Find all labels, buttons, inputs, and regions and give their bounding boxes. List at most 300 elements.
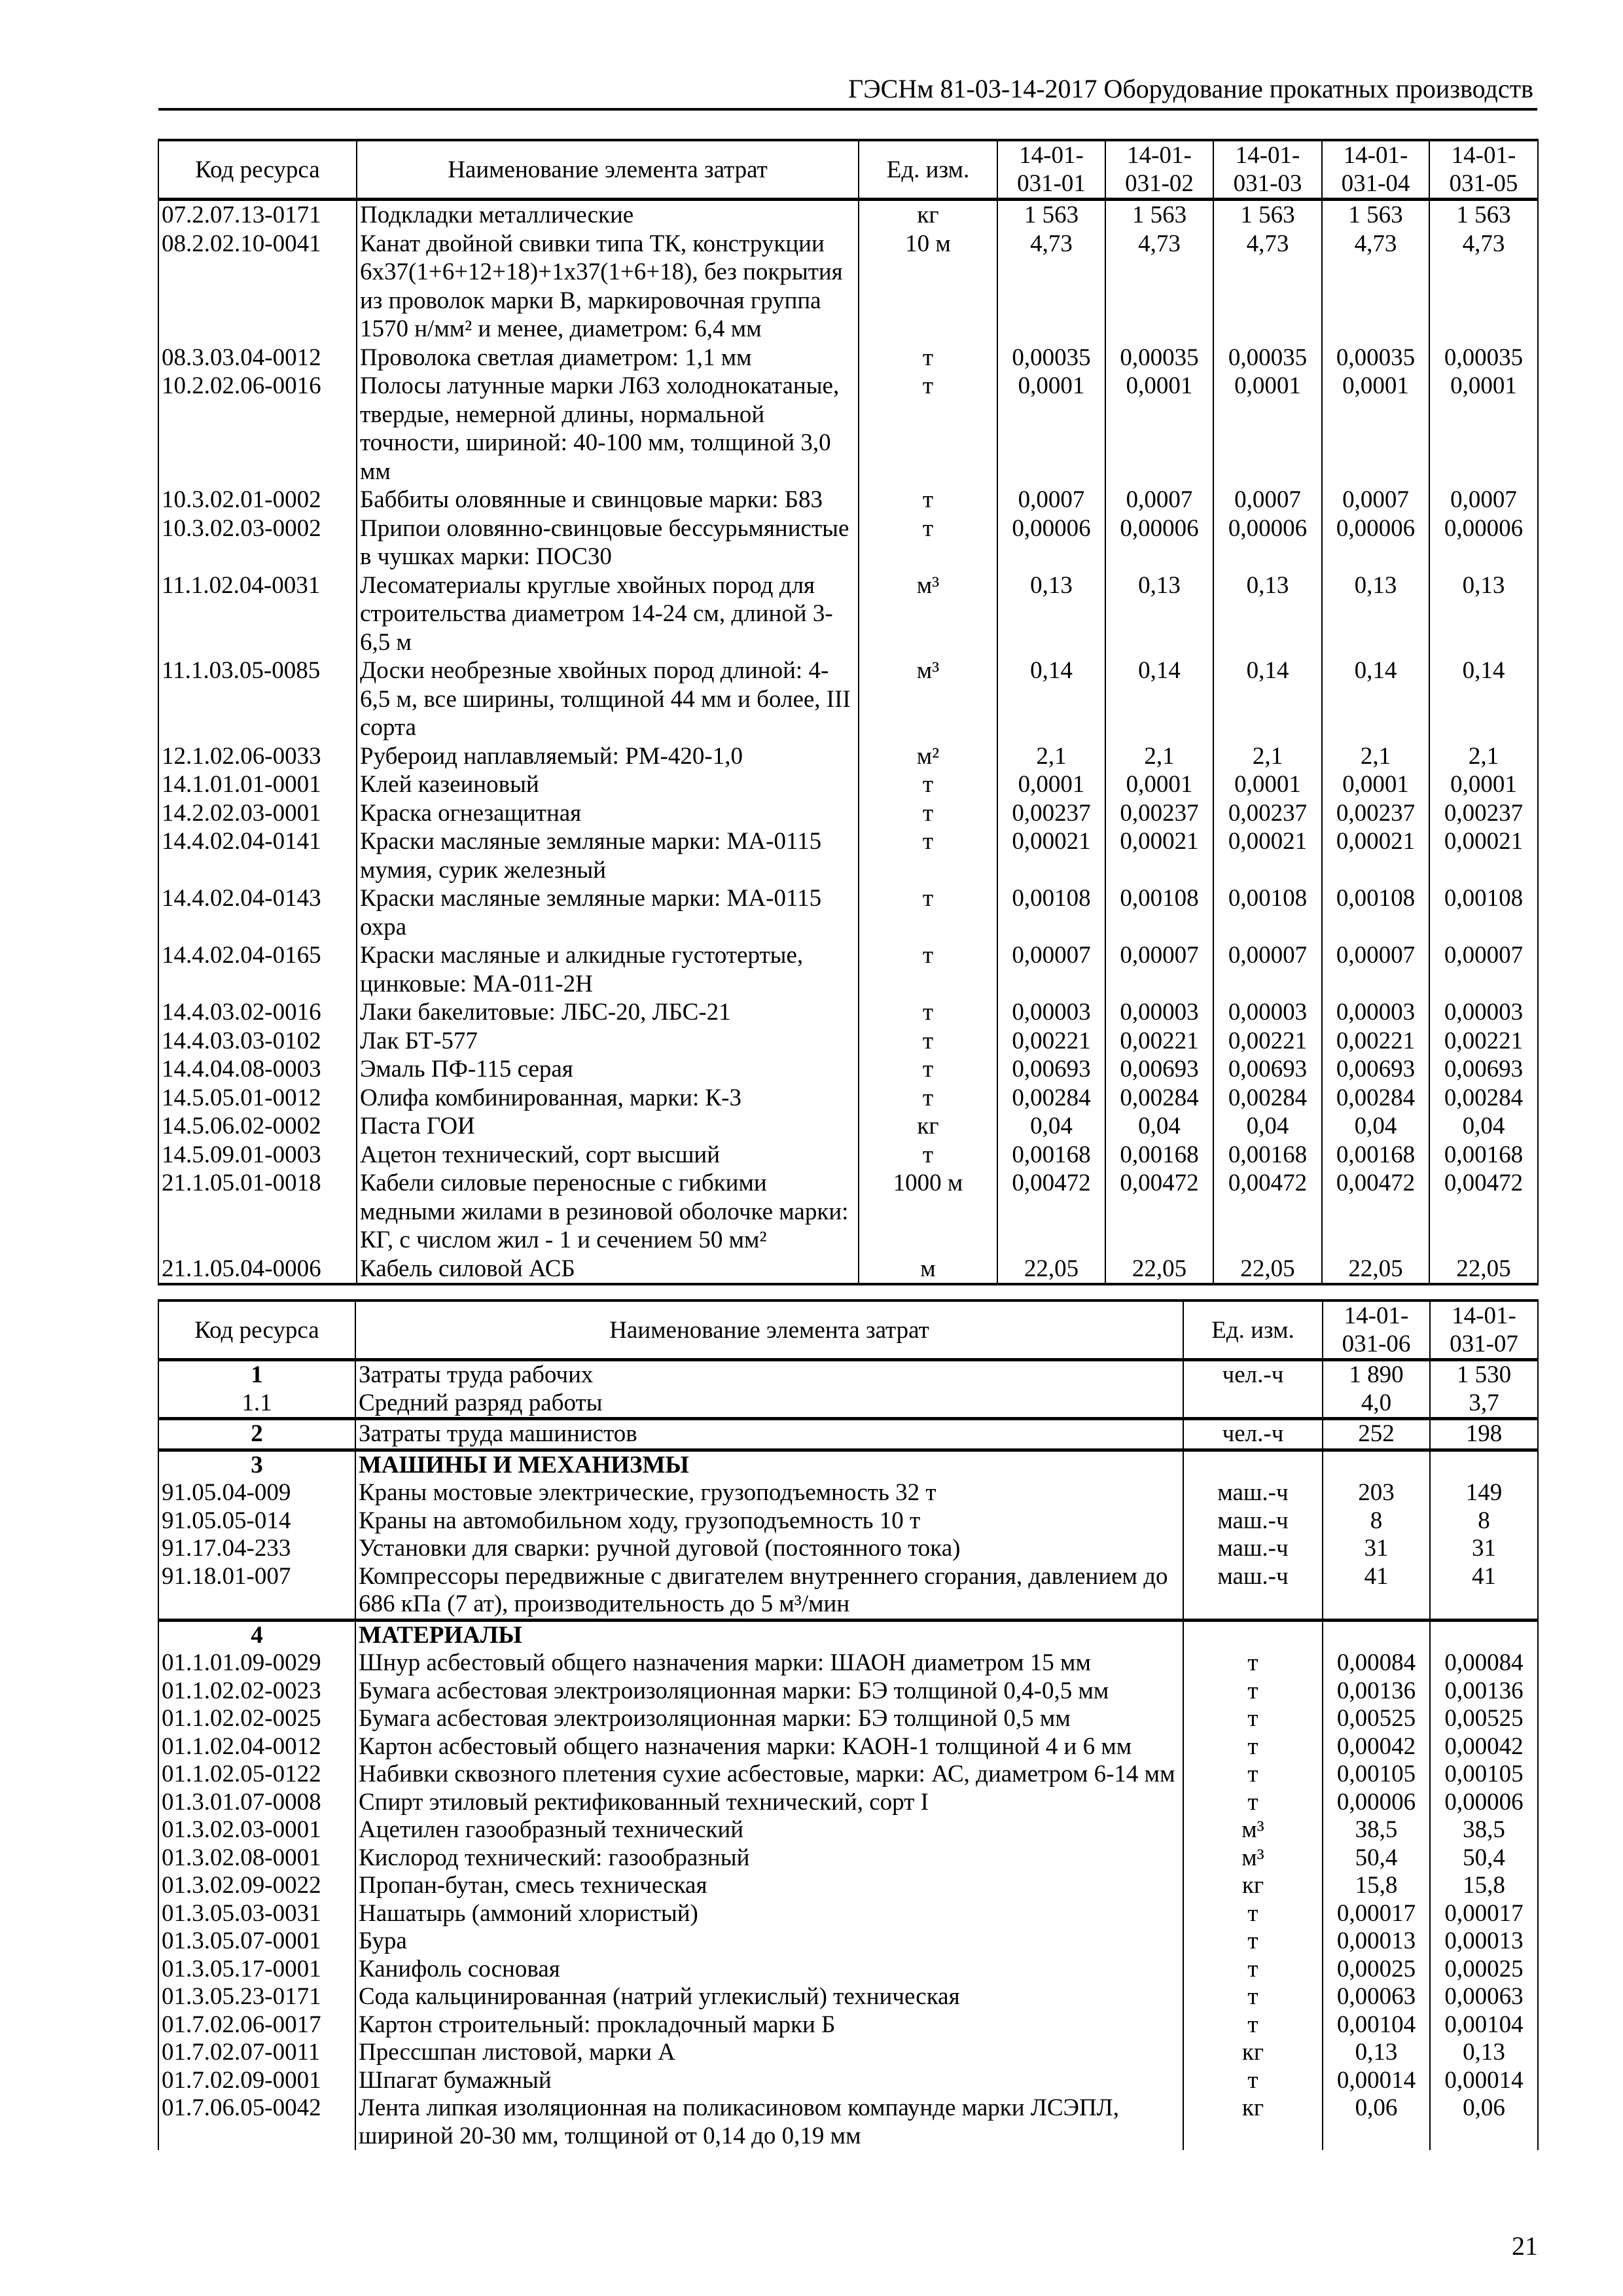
table-row: [158, 571, 1538, 657]
norm-value: 4,73: [997, 230, 1105, 344]
resource-name: Лента липкая изоляционная на поликасиновом компаунде марки ЛСЭПЛ, шириной 20-30 мм, толщиной от 0,14 до 0,19 мм: [355, 2094, 1183, 2150]
resource-name: Картон асбестовый общего назначения марки: КАОН-1 толщиной 4 и 6 мм: [355, 1733, 1183, 1761]
table-row: [158, 514, 1538, 571]
table-row: [158, 1360, 1538, 1390]
resource-code: 01.3.01.07-0008: [158, 1789, 355, 1817]
table-row: [158, 2094, 1538, 2150]
unit: т: [859, 1055, 997, 1084]
norm-value: 0,14: [1322, 656, 1429, 742]
table-row: [158, 799, 1538, 828]
norm-value: 0,0007: [1429, 486, 1538, 514]
resource-name: Шпагат бумажный: [355, 2067, 1183, 2095]
resource-name: Средний разряд работы: [355, 1390, 1183, 1419]
table-row: [158, 1112, 1538, 1141]
section-title: МАТЕРИАЛЫ: [355, 1620, 1183, 1649]
norm-value: 31: [1323, 1535, 1430, 1563]
unit: т: [859, 344, 997, 372]
norm-value: 0,00108: [997, 884, 1105, 941]
norm-value: 0,00221: [1429, 1027, 1538, 1056]
norm-value: 0,0007: [1322, 486, 1429, 514]
resource-code: 14.4.03.02-0016: [158, 998, 357, 1027]
norm-value: 41: [1323, 1563, 1430, 1621]
norm-value: 0,00021: [1105, 827, 1213, 884]
row-group: [158, 1360, 1538, 1419]
column-header: Наименование элемента затрат: [355, 1300, 1183, 1360]
resource-name: Нашатырь (аммоний хлористый): [355, 1900, 1183, 1928]
table-row: [158, 1027, 1538, 1056]
norm-value: 0,00006: [1430, 1789, 1538, 1817]
norm-value: 0,00042: [1430, 1733, 1538, 1761]
norm-value: 2,1: [1429, 742, 1538, 771]
resource-code: 01.7.02.06-0017: [158, 2011, 355, 2039]
norm-value: 0,00284: [1213, 1084, 1322, 1113]
norm-value: 0,00007: [1213, 941, 1322, 998]
table-row: [158, 230, 1538, 344]
table-row: [158, 1872, 1538, 1900]
table-row: [158, 998, 1538, 1027]
norm-value: 0,00042: [1323, 1733, 1430, 1761]
resource-name: Канифоль сосновая: [355, 1956, 1183, 1984]
resource-code: 12.1.02.06-0033: [158, 742, 357, 771]
norm-value: 0,00084: [1430, 1649, 1538, 1677]
norm-value: 0,00693: [1322, 1055, 1429, 1084]
resource-code: 01.7.02.07-0011: [158, 2039, 355, 2067]
norm-value: 0,0001: [1213, 770, 1322, 799]
norm-value: 0,00237: [1105, 799, 1213, 828]
norm-value: 0,00021: [997, 827, 1105, 884]
norm-value: 22,05: [1322, 1255, 1429, 1285]
resource-code: 14.1.01.01-0001: [158, 770, 357, 799]
row-group: [158, 1419, 1538, 1450]
unit: кг: [859, 1112, 997, 1141]
norm-value: 0,00168: [1105, 1141, 1213, 1170]
norm-value: 0,0001: [1105, 770, 1213, 799]
table-row: [158, 1705, 1538, 1733]
norm-value: 0,00006: [1105, 514, 1213, 571]
unit: т: [1183, 1928, 1323, 1956]
unit: т: [1183, 2067, 1323, 2095]
norm-value: 0,00006: [1213, 514, 1322, 571]
norm-value: 4,73: [1105, 230, 1213, 344]
norm-value: 0,00007: [1429, 941, 1538, 998]
norm-value: 4,73: [1322, 230, 1429, 344]
norm-value: 0,0007: [997, 486, 1105, 514]
table-row: [158, 1255, 1538, 1285]
resources-table-1: [158, 139, 1539, 1285]
resource-name: Полосы латунные марки Л63 холоднокатаные, твердые, немерной длины, нормальной точности, шириной: 40-100 мм, толщиной 3,0 мм: [357, 372, 859, 486]
resource-name: Лак БТ-577: [357, 1027, 859, 1056]
resource-name: Кислород технический: газообразный: [355, 1844, 1183, 1873]
table-row: [158, 1507, 1538, 1535]
norm-value: 0,00105: [1323, 1761, 1430, 1789]
norm-value: 0,13: [1105, 571, 1213, 657]
table-row: [158, 1419, 1538, 1450]
column-header: 14-01-031-05: [1429, 140, 1538, 200]
norm-value: 22,05: [1105, 1255, 1213, 1285]
resource-name: Доски необрезные хвойных пород длиной: 4-6,5 м, все ширины, толщиной 44 мм и более, III сорта: [357, 656, 859, 742]
norm-value: 0,00035: [997, 344, 1105, 372]
table-row: [158, 1844, 1538, 1873]
table-header-row: [158, 140, 1538, 200]
norm-value: 0,13: [1323, 2039, 1430, 2067]
norm-value: 22,05: [997, 1255, 1105, 1285]
norm-value: 0,14: [997, 656, 1105, 742]
norm-value: 0,13: [1429, 571, 1538, 657]
norm-value: 0,00693: [1105, 1055, 1213, 1084]
resource-name: Кабели силовые переносные с гибкими медными жилами в резиновой оболочке марки: КГ, с числом жил - 1 и сечением 50 мм²: [357, 1169, 859, 1255]
resource-name: Припои оловянно-свинцовые бессурьмянистые в чушках марки: ПОС30: [357, 514, 859, 571]
resource-name: Краски масляные и алкидные густотертые, цинковые: МА-011-2Н: [357, 941, 859, 998]
unit: маш.-ч: [1183, 1479, 1323, 1507]
norm-value: 4,73: [1429, 230, 1538, 344]
norm-value: 1 563: [1429, 200, 1538, 230]
resource-name: Прессшпан листовой, марки А: [355, 2039, 1183, 2067]
norm-value: 1 530: [1430, 1360, 1538, 1390]
column-header: Ед. изм.: [859, 140, 997, 200]
norm-value: 0,00472: [1105, 1169, 1213, 1255]
norm-value: 0,00221: [1105, 1027, 1213, 1056]
norm-value: 203: [1323, 1479, 1430, 1507]
resource-code: 01.1.02.05-0122: [158, 1761, 355, 1789]
norm-value: 0,00221: [1322, 1027, 1429, 1056]
resource-code: 01.3.05.07-0001: [158, 1928, 355, 1956]
norm-value: 0,00693: [1429, 1055, 1538, 1084]
table-row: [158, 372, 1538, 486]
resources-table-2: [158, 1299, 1539, 2150]
norm-value: 0,13: [1213, 571, 1322, 657]
table-row: [158, 486, 1538, 514]
resource-name: Сода кальцинированная (натрий углекислый) техническая: [355, 1983, 1183, 2011]
unit: 10 м: [859, 230, 997, 344]
norm-value: 0,00472: [1322, 1169, 1429, 1255]
norm-value: 0,00108: [1105, 884, 1213, 941]
norm-value: 0,00003: [997, 998, 1105, 1027]
resource-name: Краны мостовые электрические, грузоподъемность 32 т: [355, 1479, 1183, 1507]
norm-value: 0,0001: [1322, 372, 1429, 486]
norm-value: 0,04: [1429, 1112, 1538, 1141]
norm-value: 0,0001: [1429, 372, 1538, 486]
unit: м³: [1183, 1816, 1323, 1844]
norm-value: 0,00221: [1213, 1027, 1322, 1056]
unit: [1183, 1620, 1323, 1649]
norm-value: 0,00136: [1430, 1677, 1538, 1706]
resource-code: 01.3.02.03-0001: [158, 1816, 355, 1844]
resource-code: 01.1.01.09-0029: [158, 1649, 355, 1677]
norm-value: 0,00472: [1213, 1169, 1322, 1255]
norm-value: 50,4: [1323, 1844, 1430, 1873]
norm-value: 0,00014: [1323, 2067, 1430, 2095]
norm-value: 0,00021: [1322, 827, 1429, 884]
table-row: [158, 941, 1538, 998]
resource-code: 14.4.02.04-0143: [158, 884, 357, 941]
norm-value: 1 563: [1213, 200, 1322, 230]
norm-value: 38,5: [1430, 1816, 1538, 1844]
norm-value: 0,00003: [1213, 998, 1322, 1027]
norm-value: 0,00063: [1430, 1983, 1538, 2011]
table-row: [158, 770, 1538, 799]
norm-value: 0,00104: [1430, 2011, 1538, 2039]
norm-value: 0,00284: [1429, 1084, 1538, 1113]
norm-value: 0,04: [1105, 1112, 1213, 1141]
norm-value: 0,00003: [1105, 998, 1213, 1027]
resource-code: 1.1: [158, 1390, 355, 1419]
norm-value: 0,00472: [1429, 1169, 1538, 1255]
unit: м²: [859, 742, 997, 771]
unit: т: [1183, 1761, 1323, 1789]
norm-value: 0,13: [1322, 571, 1429, 657]
unit: т: [859, 514, 997, 571]
norm-value: 0,00013: [1323, 1928, 1430, 1956]
table-row: [158, 1789, 1538, 1817]
table-row: [158, 656, 1538, 742]
norm-value: 0,00525: [1430, 1705, 1538, 1733]
unit: чел.-ч: [1183, 1419, 1323, 1450]
row-group: [158, 1620, 1538, 2150]
norm-value: 2,1: [1105, 742, 1213, 771]
unit: т: [859, 799, 997, 828]
norm-value: 0,00017: [1323, 1900, 1430, 1928]
resource-code: 01.1.02.02-0023: [158, 1677, 355, 1706]
norm-value: 0,0001: [1322, 770, 1429, 799]
norm-value: 0,00035: [1322, 344, 1429, 372]
resource-code: 10.2.02.06-0016: [158, 372, 357, 486]
resource-name: Краски масляные земляные марки: МА-0115 мумия, сурик железный: [357, 827, 859, 884]
norm-value: 0,0007: [1213, 486, 1322, 514]
unit: т: [1183, 1649, 1323, 1677]
unit: т: [859, 372, 997, 486]
norm-value: 0,00237: [1213, 799, 1322, 828]
unit: [1183, 1390, 1323, 1419]
column-header: 14-01-031-02: [1105, 140, 1213, 200]
unit: [1183, 1450, 1323, 1479]
norm-value: 0,00237: [1322, 799, 1429, 828]
resource-code: 08.2.02.10-0041: [158, 230, 357, 344]
resource-code: 14.5.09.01-0003: [158, 1141, 357, 1170]
resource-code: 4: [158, 1620, 355, 1649]
norm-value: 0,00237: [1429, 799, 1538, 828]
resource-name: Затраты труда машинистов: [355, 1419, 1183, 1450]
resource-name: Компрессоры передвижные с двигателем внутреннего сгорания, давлением до 686 кПа (7 ат), производительность до 5 м³/мин: [355, 1563, 1183, 1621]
norm-value: 0,00693: [997, 1055, 1105, 1084]
section-title: МАШИНЫ И МЕХАНИЗМЫ: [355, 1450, 1183, 1479]
column-header: Ед. изм.: [1183, 1300, 1323, 1360]
norm-value: 0,0001: [997, 770, 1105, 799]
page-number: 21: [1512, 2231, 1538, 2261]
norm-value: 4,73: [1213, 230, 1322, 344]
table-row: [158, 1084, 1538, 1113]
resource-name: Клей казеиновый: [357, 770, 859, 799]
norm-value: 0,00003: [1429, 998, 1538, 1027]
resource-code: 14.5.06.02-0002: [158, 1112, 357, 1141]
resource-code: 14.4.02.04-0165: [158, 941, 357, 998]
norm-value: 0,14: [1429, 656, 1538, 742]
norm-value: 0,00104: [1323, 2011, 1430, 2039]
norm-value: 0,00221: [997, 1027, 1105, 1056]
norm-value: 0,0001: [1429, 770, 1538, 799]
resource-code: 14.5.05.01-0012: [158, 1084, 357, 1113]
norm-value: 0,00284: [1105, 1084, 1213, 1113]
norm-value: 0,00168: [1322, 1141, 1429, 1170]
unit: кг: [1183, 1872, 1323, 1900]
resource-name: Канат двойной свивки типа ТК, конструкции 6x37(1+6+12+18)+1x37(1+6+18), без покрытия из проволок марки В, маркировочная группа 1570 н/мм² и менее, диаметром: 6,4 мм: [357, 230, 859, 344]
resource-name: Олифа комбинированная, марки: К-3: [357, 1084, 859, 1113]
table-row: [158, 1816, 1538, 1844]
norm-value: 0,06: [1430, 2094, 1538, 2150]
norm-value: 0,00035: [1213, 344, 1322, 372]
resource-name: Кабель силовой АСБ: [357, 1255, 859, 1285]
resource-code: 91.05.04-009: [158, 1479, 355, 1507]
norm-value: 0,00525: [1323, 1705, 1430, 1733]
norm-value: 0,00006: [1322, 514, 1429, 571]
norm-value: 0,00136: [1323, 1677, 1430, 1706]
norm-value: 15,8: [1323, 1872, 1430, 1900]
resource-name: Спирт этиловый ректификованный технический, сорт I: [355, 1789, 1183, 1817]
resource-name: Подкладки металлические: [357, 200, 859, 230]
norm-value: 0,00003: [1322, 998, 1429, 1027]
norm-value: 31: [1430, 1535, 1538, 1563]
norm-value: 0,00007: [1322, 941, 1429, 998]
column-header: 14-01-031-01: [997, 140, 1105, 200]
norm-value: 0,06: [1323, 2094, 1430, 2150]
norm-value: 0,04: [1213, 1112, 1322, 1141]
norm-value: 4,0: [1323, 1390, 1430, 1419]
resource-code: 10.3.02.01-0002: [158, 486, 357, 514]
norm-value: 8: [1430, 1507, 1538, 1535]
unit: т: [859, 827, 997, 884]
norm-value: 0,00284: [997, 1084, 1105, 1113]
norm-value: 8: [1323, 1507, 1430, 1535]
resource-name: Бумага асбестовая электроизоляционная марки: БЭ толщиной 0,5 мм: [355, 1705, 1183, 1733]
table-row: [158, 1649, 1538, 1677]
norm-value: [1430, 1620, 1538, 1649]
norm-value: 1 563: [1322, 200, 1429, 230]
resource-code: 01.7.02.09-0001: [158, 2067, 355, 2095]
norm-value: [1323, 1620, 1430, 1649]
table-row: [158, 827, 1538, 884]
table-row: [158, 1677, 1538, 1706]
section-heading-row: [158, 1620, 1538, 1649]
resource-code: 21.1.05.01-0018: [158, 1169, 357, 1255]
resource-name: Картон строительный: прокладочный марки Б: [355, 2011, 1183, 2039]
resource-name: Бура: [355, 1928, 1183, 1956]
resource-code: 14.4.04.08-0003: [158, 1055, 357, 1084]
column-header: 14-01-031-06: [1323, 1300, 1430, 1360]
table-row: [158, 742, 1538, 771]
resource-code: 01.3.02.09-0022: [158, 1872, 355, 1900]
norm-value: 149: [1430, 1479, 1538, 1507]
table-row: [158, 1900, 1538, 1928]
column-header: 14-01-031-04: [1322, 140, 1429, 200]
norm-value: 0,00168: [997, 1141, 1105, 1170]
norm-value: 0,00063: [1323, 1983, 1430, 2011]
table-row: [158, 1169, 1538, 1255]
table-row: [158, 1733, 1538, 1761]
norm-value: 0,00014: [1430, 2067, 1538, 2095]
norm-value: [1323, 1450, 1430, 1479]
norm-value: 1 890: [1323, 1360, 1430, 1390]
resource-code: 11.1.02.04-0031: [158, 571, 357, 657]
norm-value: 0,00108: [1322, 884, 1429, 941]
norm-value: 2,1: [1322, 742, 1429, 771]
resource-code: 01.3.02.08-0001: [158, 1844, 355, 1873]
norm-value: 0,04: [997, 1112, 1105, 1141]
table-row: [158, 344, 1538, 372]
norm-value: 0,04: [1322, 1112, 1429, 1141]
table-header-row: [158, 1300, 1538, 1360]
norm-value: 1 563: [1105, 200, 1213, 230]
resource-name: Набивки сквозного плетения сухие асбестовые, марки: АС, диаметром 6-14 мм: [355, 1761, 1183, 1789]
resource-code: 14.4.03.03-0102: [158, 1027, 357, 1056]
column-header: 14-01-031-03: [1213, 140, 1322, 200]
resource-code: 3: [158, 1450, 355, 1479]
resource-name: Краски масляные земляные марки: МА-0115 охра: [357, 884, 859, 941]
norm-value: 0,14: [1105, 656, 1213, 742]
unit: маш.-ч: [1183, 1507, 1323, 1535]
unit: т: [1183, 1705, 1323, 1733]
unit: кг: [1183, 2039, 1323, 2067]
unit: маш.-ч: [1183, 1535, 1323, 1563]
resource-name: Затраты труда рабочих: [355, 1360, 1183, 1390]
norm-value: 0,00035: [1105, 344, 1213, 372]
resource-code: 01.1.02.02-0025: [158, 1705, 355, 1733]
header-rule: [158, 108, 1537, 111]
table-row: [158, 2011, 1538, 2039]
row-group: [158, 1450, 1538, 1620]
column-header: Наименование элемента затрат: [357, 140, 859, 200]
unit: кг: [859, 200, 997, 230]
resource-name: Шнур асбестовый общего назначения марки: ШАОН диаметром 15 мм: [355, 1649, 1183, 1677]
table-row: [158, 1928, 1538, 1956]
unit: т: [859, 884, 997, 941]
norm-value: 22,05: [1429, 1255, 1538, 1285]
resource-code: 21.1.05.04-0006: [158, 1255, 357, 1285]
column-header: Код ресурса: [158, 1300, 355, 1360]
norm-value: 0,0001: [1213, 372, 1322, 486]
resource-name: Эмаль ПФ-115 серая: [357, 1055, 859, 1084]
unit: т: [1183, 1733, 1323, 1761]
table-row: [158, 1479, 1538, 1507]
unit: т: [859, 770, 997, 799]
norm-value: 0,00006: [997, 514, 1105, 571]
resource-name: Проволока светлая диаметром: 1,1 мм: [357, 344, 859, 372]
norm-value: 0,0001: [997, 372, 1105, 486]
norm-value: 0,00105: [1430, 1761, 1538, 1789]
resource-code: 91.18.01-007: [158, 1563, 355, 1621]
table-row: [158, 200, 1538, 230]
norm-value: 2,1: [1213, 742, 1322, 771]
unit: т: [1183, 2011, 1323, 2039]
norm-value: 0,00025: [1430, 1956, 1538, 1984]
norm-value: 0,00168: [1213, 1141, 1322, 1170]
norm-value: 0,00284: [1322, 1084, 1429, 1113]
resource-code: 01.3.05.03-0031: [158, 1900, 355, 1928]
resource-code: 91.05.05-014: [158, 1507, 355, 1535]
norm-value: 0,13: [1430, 2039, 1538, 2067]
norm-value: 0,00007: [997, 941, 1105, 998]
norm-value: 252: [1323, 1419, 1430, 1450]
table-row: [158, 1563, 1538, 1621]
resource-code: 1: [158, 1360, 355, 1390]
resource-code: 01.3.05.17-0001: [158, 1956, 355, 1984]
norm-value: 0,00035: [1429, 344, 1538, 372]
unit: т: [859, 1027, 997, 1056]
table-row: [158, 1956, 1538, 1984]
resource-code: 01.7.06.05-0042: [158, 2094, 355, 2150]
resource-code: 01.3.05.23-0171: [158, 1983, 355, 2011]
unit: м³: [859, 571, 997, 657]
norm-value: 15,8: [1430, 1872, 1538, 1900]
norm-value: 41: [1430, 1563, 1538, 1621]
